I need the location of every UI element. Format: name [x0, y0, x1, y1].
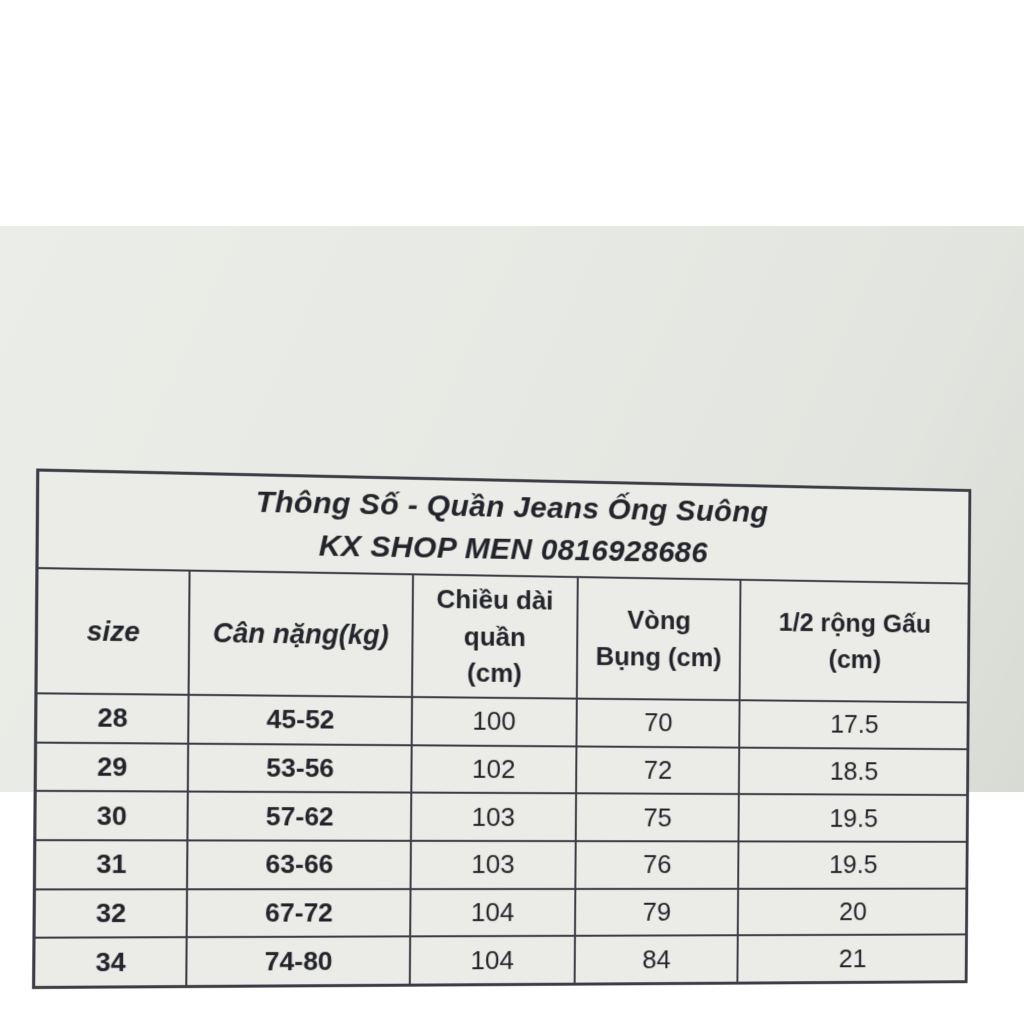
cell-waist: 84 [575, 937, 739, 983]
cell-waist: 70 [577, 700, 741, 747]
photo-background [0, 226, 1024, 978]
cell-size: 34 [35, 939, 188, 986]
cell-length: 104 [410, 937, 575, 984]
cell-hem: 19.5 [829, 802, 879, 833]
header-size: size [38, 569, 191, 694]
table-row [36, 889, 966, 939]
cell-hem: 17.5 [830, 709, 879, 740]
cell-length: 102 [412, 746, 577, 793]
cell-size: 29 [37, 743, 189, 791]
cell-hem: 20 [839, 896, 867, 927]
size-chart-table [32, 468, 971, 989]
cell-length: 103 [412, 794, 577, 840]
cell-weight: 57-62 [188, 793, 411, 840]
cell-waist: 79 [576, 889, 740, 935]
cell-size: 32 [36, 890, 189, 937]
cell-hem: 21 [838, 943, 867, 973]
cell-size: 30 [36, 792, 188, 839]
cell-size: 28 [37, 694, 189, 742]
cell-hem: 18.5 [829, 756, 879, 786]
cell-weight: 45-52 [189, 696, 412, 744]
cell-length: 103 [411, 842, 576, 888]
table-row [36, 841, 966, 890]
cell-weight: 53-56 [189, 744, 412, 792]
header-length: Chiều dài quần (cm) [413, 575, 579, 697]
table-row [37, 694, 967, 750]
table-row [36, 792, 966, 843]
header-hem: 1/2 rộng Gấu (cm) [778, 607, 932, 675]
table-title: Thông Số - Quần Jeans Ống Suông [255, 485, 769, 529]
cell-waist: 72 [577, 747, 741, 793]
cell-waist: 76 [576, 842, 740, 888]
table-subtitle: KX SHOP MEN 0816928686 [318, 529, 709, 570]
table-title-block [39, 472, 969, 585]
header-weight: Cân nặng(kg) [190, 572, 414, 696]
cell-length: 100 [412, 698, 577, 745]
header-waist: Vòng Bụng (cm) [577, 578, 742, 699]
cell-length: 104 [411, 890, 576, 936]
cell-size: 31 [36, 841, 189, 888]
cell-weight: 63-66 [188, 841, 411, 888]
table-row [37, 743, 967, 796]
table-row [35, 936, 965, 986]
cell-weight: 74-80 [187, 938, 410, 985]
cell-weight: 67-72 [188, 890, 411, 937]
table-header-row [38, 569, 968, 703]
cell-hem: 19.5 [828, 849, 878, 880]
cell-waist: 75 [576, 795, 740, 841]
